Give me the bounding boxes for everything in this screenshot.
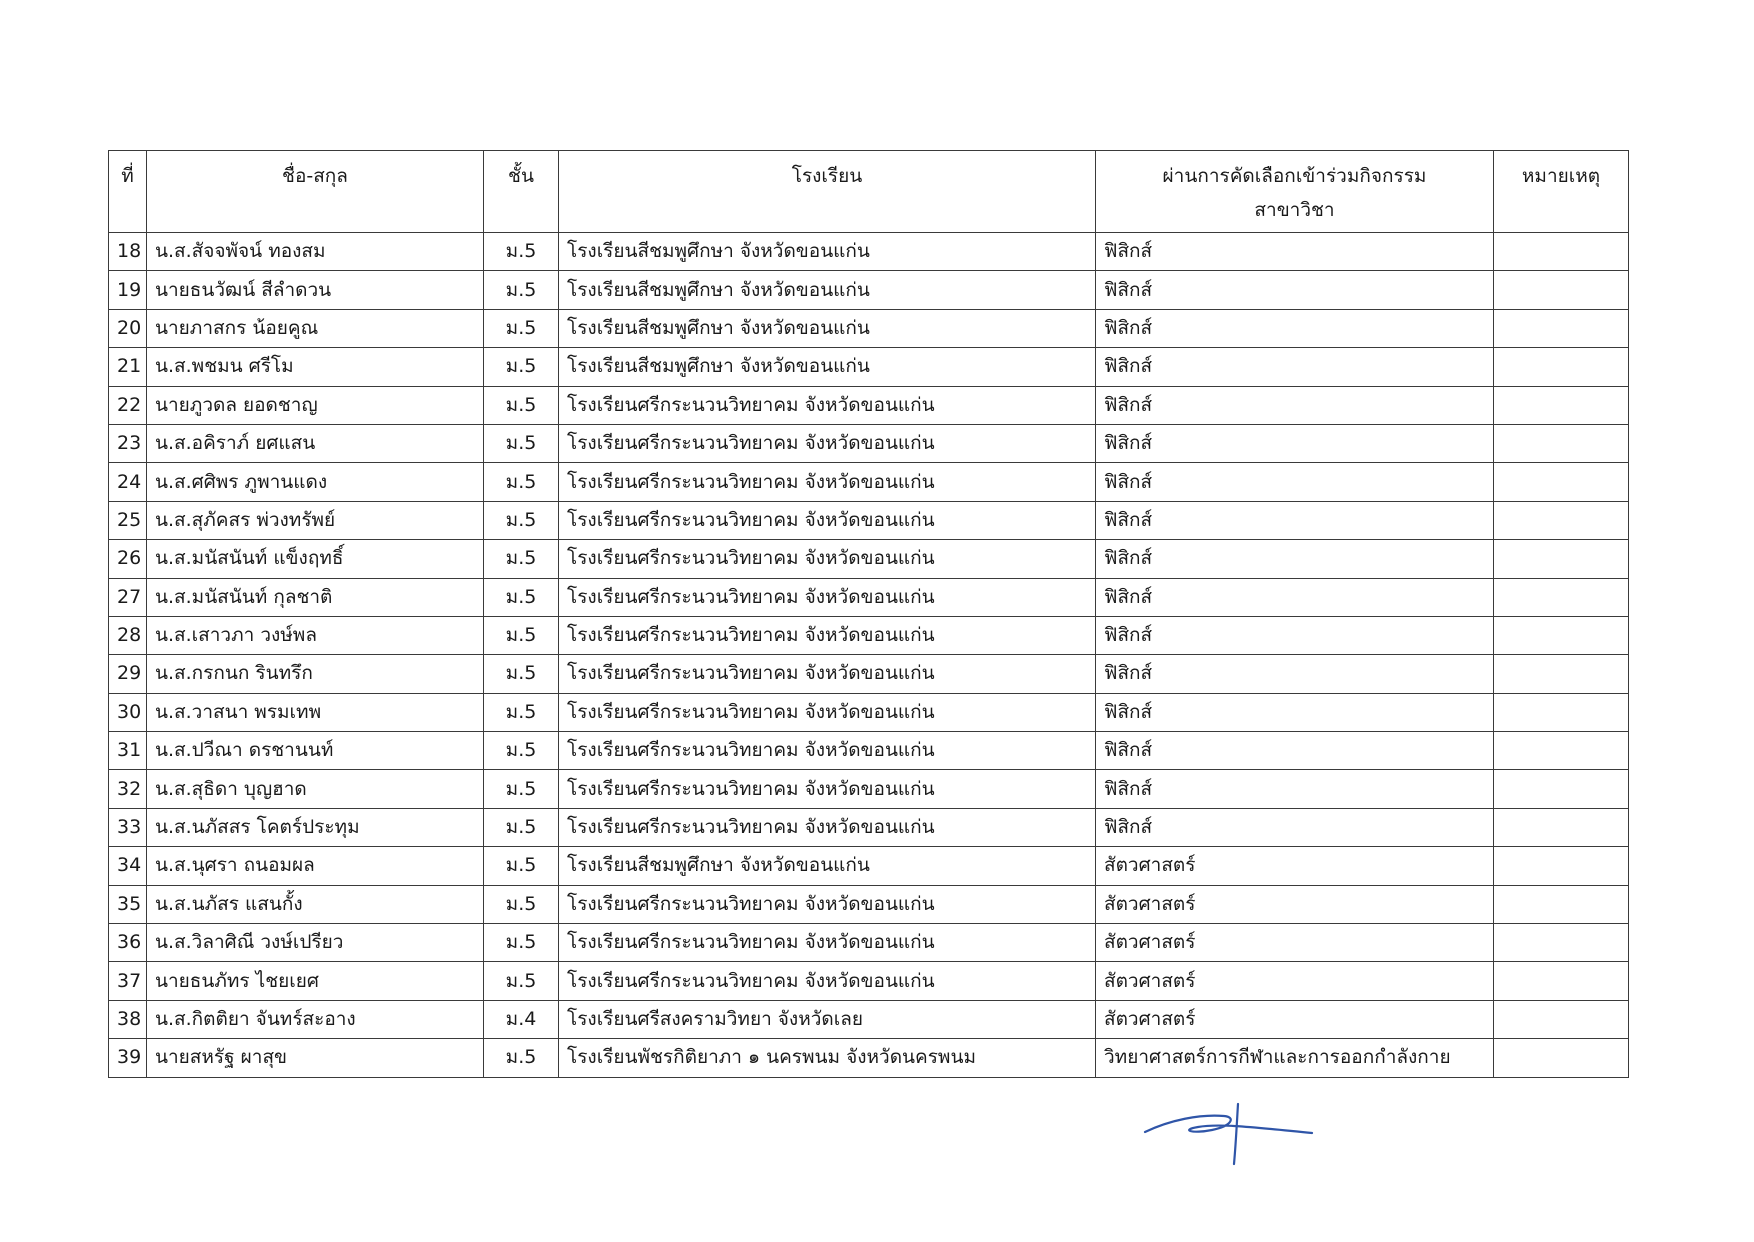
school-name-cell: โรงเรียนศรีสงครามวิทยา จังหวัดเลย: [559, 1000, 1096, 1038]
row-number-cell: 31: [109, 732, 147, 770]
row-number-cell: 32: [109, 770, 147, 808]
grade-level-cell: ม.5: [484, 924, 559, 962]
student-name-cell: นายธนวัฒน์ สีลำดวน: [147, 271, 484, 309]
school-name-cell: โรงเรียนสีชมพูศึกษา จังหวัดขอนแก่น: [559, 348, 1096, 386]
table-row: [109, 885, 1629, 923]
header-subject-line2: สาขาวิชา: [1254, 199, 1335, 221]
student-name-cell: น.ส.นภัสร แสนกั้ง: [147, 885, 484, 923]
student-name-cell: นายธนภัทร ไชยเยศ: [147, 962, 484, 1000]
row-number-cell: 34: [109, 847, 147, 885]
grade-level-cell: ม.5: [484, 233, 559, 271]
student-name-cell: น.ส.เสาวภา วงษ์พล: [147, 616, 484, 654]
selected-subject-cell: สัตวศาสตร์: [1096, 924, 1494, 962]
table-body: [109, 233, 1629, 1078]
table-row: [109, 578, 1629, 616]
grade-level-cell: ม.5: [484, 424, 559, 462]
table-row: [109, 501, 1629, 539]
remark-cell: [1494, 616, 1629, 654]
row-number-cell: 30: [109, 693, 147, 731]
grade-level-cell: ม.5: [484, 463, 559, 501]
table-row: [109, 309, 1629, 347]
selected-subject-cell: ฟิสิกส์: [1096, 540, 1494, 578]
remark-cell: [1494, 847, 1629, 885]
selected-subject-cell: สัตวศาสตร์: [1096, 885, 1494, 923]
student-name-cell: น.ส.ปวีณา ดรชานนท์: [147, 732, 484, 770]
school-name-cell: โรงเรียนศรีกระนวนวิทยาคม จังหวัดขอนแก่น: [559, 924, 1096, 962]
remark-cell: [1494, 424, 1629, 462]
table-row: [109, 693, 1629, 731]
student-name-cell: น.ส.วาสนา พรมเทพ: [147, 693, 484, 731]
grade-level-cell: ม.5: [484, 616, 559, 654]
row-number-cell: 38: [109, 1000, 147, 1038]
table-row: [109, 540, 1629, 578]
school-name-cell: โรงเรียนศรีกระนวนวิทยาคม จังหวัดขอนแก่น: [559, 732, 1096, 770]
school-name-cell: โรงเรียนพัชรกิติยาภา ๑ นครพนม จังหวัดนครพนม: [559, 1039, 1096, 1077]
remark-cell: [1494, 271, 1629, 309]
grade-level-cell: ม.5: [484, 1039, 559, 1077]
table-row: [109, 271, 1629, 309]
selected-subject-cell: ฟิสิกส์: [1096, 770, 1494, 808]
grade-level-cell: ม.5: [484, 808, 559, 846]
student-name-cell: น.ส.มนัสนันท์ กุลชาติ: [147, 578, 484, 616]
remark-cell: [1494, 962, 1629, 1000]
remark-cell: [1494, 808, 1629, 846]
row-number-cell: 37: [109, 962, 147, 1000]
table-row: [109, 386, 1629, 424]
header-subject-line1: ผ่านการคัดเลือกเข้าร่วมกิจกรรม: [1162, 165, 1427, 187]
student-roster-table: [108, 150, 1629, 1078]
row-number-cell: 36: [109, 924, 147, 962]
remark-cell: [1494, 348, 1629, 386]
grade-level-cell: ม.5: [484, 655, 559, 693]
selected-subject-cell: วิทยาศาสตร์การกีฬาและการออกกำลังกาย: [1096, 1039, 1494, 1077]
grade-level-cell: ม.5: [484, 501, 559, 539]
grade-level-cell: ม.5: [484, 309, 559, 347]
remark-cell: [1494, 885, 1629, 923]
remark-cell: [1494, 1000, 1629, 1038]
grade-level-cell: ม.5: [484, 271, 559, 309]
row-number-cell: 27: [109, 578, 147, 616]
remark-cell: [1494, 386, 1629, 424]
school-name-cell: โรงเรียนศรีกระนวนวิทยาคม จังหวัดขอนแก่น: [559, 540, 1096, 578]
signature: [1140, 1100, 1315, 1166]
table-row: [109, 847, 1629, 885]
remark-cell: [1494, 693, 1629, 731]
school-name-cell: โรงเรียนศรีกระนวนวิทยาคม จังหวัดขอนแก่น: [559, 693, 1096, 731]
table-row: [109, 962, 1629, 1000]
student-name-cell: น.ส.ศศิพร ภูพานแดง: [147, 463, 484, 501]
table-row: [109, 616, 1629, 654]
row-number-cell: 21: [109, 348, 147, 386]
remark-cell: [1494, 309, 1629, 347]
header-row: [109, 151, 1629, 233]
selected-subject-cell: ฟิสิกส์: [1096, 501, 1494, 539]
student-name-cell: น.ส.สุธิดา บุญฮาด: [147, 770, 484, 808]
grade-level-cell: ม.5: [484, 540, 559, 578]
header-name: ชื่อ-สกุล: [147, 151, 484, 233]
row-number-cell: 39: [109, 1039, 147, 1077]
table-row: [109, 924, 1629, 962]
student-name-cell: น.ส.มนัสนันท์ แข็งฤทธิ์: [147, 540, 484, 578]
selected-subject-cell: ฟิสิกส์: [1096, 808, 1494, 846]
student-name-cell: น.ส.พชมน ศรีโม: [147, 348, 484, 386]
grade-level-cell: ม.5: [484, 578, 559, 616]
grade-level-cell: ม.5: [484, 693, 559, 731]
selected-subject-cell: ฟิสิกส์: [1096, 655, 1494, 693]
grade-level-cell: ม.5: [484, 732, 559, 770]
student-name-cell: นายภาสกร น้อยคูณ: [147, 309, 484, 347]
school-name-cell: โรงเรียนศรีกระนวนวิทยาคม จังหวัดขอนแก่น: [559, 655, 1096, 693]
school-name-cell: โรงเรียนศรีกระนวนวิทยาคม จังหวัดขอนแก่น: [559, 501, 1096, 539]
selected-subject-cell: ฟิสิกส์: [1096, 463, 1494, 501]
table-row: [109, 770, 1629, 808]
remark-cell: [1494, 770, 1629, 808]
school-name-cell: โรงเรียนศรีกระนวนวิทยาคม จังหวัดขอนแก่น: [559, 386, 1096, 424]
selected-subject-cell: สัตวศาสตร์: [1096, 847, 1494, 885]
row-number-cell: 22: [109, 386, 147, 424]
row-number-cell: 33: [109, 808, 147, 846]
table-header: [109, 151, 1629, 233]
selected-subject-cell: ฟิสิกส์: [1096, 616, 1494, 654]
remark-cell: [1494, 463, 1629, 501]
selected-subject-cell: ฟิสิกส์: [1096, 233, 1494, 271]
row-number-cell: 23: [109, 424, 147, 462]
school-name-cell: โรงเรียนศรีกระนวนวิทยาคม จังหวัดขอนแก่น: [559, 885, 1096, 923]
student-name-cell: น.ส.สัจจพัจน์ ทองสม: [147, 233, 484, 271]
school-name-cell: โรงเรียนศรีกระนวนวิทยาคม จังหวัดขอนแก่น: [559, 424, 1096, 462]
school-name-cell: โรงเรียนศรีกระนวนวิทยาคม จังหวัดขอนแก่น: [559, 578, 1096, 616]
grade-level-cell: ม.5: [484, 386, 559, 424]
selected-subject-cell: ฟิสิกส์: [1096, 424, 1494, 462]
selected-subject-cell: ฟิสิกส์: [1096, 386, 1494, 424]
school-name-cell: โรงเรียนศรีกระนวนวิทยาคม จังหวัดขอนแก่น: [559, 808, 1096, 846]
grade-level-cell: ม.5: [484, 348, 559, 386]
selected-subject-cell: ฟิสิกส์: [1096, 348, 1494, 386]
row-number-cell: 28: [109, 616, 147, 654]
table-row: [109, 233, 1629, 271]
selected-subject-cell: สัตวศาสตร์: [1096, 1000, 1494, 1038]
remark-cell: [1494, 1039, 1629, 1077]
school-name-cell: โรงเรียนศรีกระนวนวิทยาคม จังหวัดขอนแก่น: [559, 616, 1096, 654]
remark-cell: [1494, 233, 1629, 271]
header-level: ชั้น: [484, 151, 559, 233]
table-row: [109, 1000, 1629, 1038]
school-name-cell: โรงเรียนสีชมพูศึกษา จังหวัดขอนแก่น: [559, 309, 1096, 347]
student-name-cell: นายภูวดล ยอดชาญ: [147, 386, 484, 424]
student-name-cell: น.ส.นุศรา ถนอมผล: [147, 847, 484, 885]
school-name-cell: โรงเรียนศรีกระนวนวิทยาคม จังหวัดขอนแก่น: [559, 463, 1096, 501]
school-name-cell: โรงเรียนสีชมพูศึกษา จังหวัดขอนแก่น: [559, 233, 1096, 271]
row-number-cell: 29: [109, 655, 147, 693]
table-row: [109, 732, 1629, 770]
student-name-cell: น.ส.กิตติยา จันทร์สะอาง: [147, 1000, 484, 1038]
remark-cell: [1494, 540, 1629, 578]
row-number-cell: 26: [109, 540, 147, 578]
table-row: [109, 424, 1629, 462]
row-number-cell: 24: [109, 463, 147, 501]
header-school: โรงเรียน: [559, 151, 1096, 233]
grade-level-cell: ม.5: [484, 962, 559, 1000]
table-row: [109, 808, 1629, 846]
student-name-cell: น.ส.สุภัคสร พ่วงทรัพย์: [147, 501, 484, 539]
table-row: [109, 655, 1629, 693]
table-row: [109, 348, 1629, 386]
selected-subject-cell: ฟิสิกส์: [1096, 309, 1494, 347]
remark-cell: [1494, 578, 1629, 616]
school-name-cell: โรงเรียนสีชมพูศึกษา จังหวัดขอนแก่น: [559, 847, 1096, 885]
remark-cell: [1494, 732, 1629, 770]
remark-cell: [1494, 655, 1629, 693]
row-number-cell: 35: [109, 885, 147, 923]
selected-subject-cell: ฟิสิกส์: [1096, 578, 1494, 616]
selected-subject-cell: ฟิสิกส์: [1096, 693, 1494, 731]
header-subject: [1096, 151, 1494, 233]
remark-cell: [1494, 501, 1629, 539]
table-row: [109, 463, 1629, 501]
school-name-cell: โรงเรียนศรีกระนวนวิทยาคม จังหวัดขอนแก่น: [559, 962, 1096, 1000]
grade-level-cell: ม.4: [484, 1000, 559, 1038]
row-number-cell: 19: [109, 271, 147, 309]
selected-subject-cell: ฟิสิกส์: [1096, 271, 1494, 309]
student-name-cell: น.ส.นภัสสร โคตร์ประทุม: [147, 808, 484, 846]
table-row: [109, 1039, 1629, 1077]
grade-level-cell: ม.5: [484, 885, 559, 923]
school-name-cell: โรงเรียนสีชมพูศึกษา จังหวัดขอนแก่น: [559, 271, 1096, 309]
school-name-cell: โรงเรียนศรีกระนวนวิทยาคม จังหวัดขอนแก่น: [559, 770, 1096, 808]
header-no: ที่: [109, 151, 147, 233]
grade-level-cell: ม.5: [484, 847, 559, 885]
remark-cell: [1494, 924, 1629, 962]
header-remark: หมายเหตุ: [1494, 151, 1629, 233]
grade-level-cell: ม.5: [484, 770, 559, 808]
student-name-cell: น.ส.วิลาศิณี วงษ์เปรียว: [147, 924, 484, 962]
row-number-cell: 25: [109, 501, 147, 539]
selected-subject-cell: ฟิสิกส์: [1096, 732, 1494, 770]
student-name-cell: น.ส.กรกนก รินทรึก: [147, 655, 484, 693]
student-name-cell: น.ส.อคิราภ์ ยศแสน: [147, 424, 484, 462]
student-name-cell: นายสหรัฐ ผาสุข: [147, 1039, 484, 1077]
row-number-cell: 18: [109, 233, 147, 271]
selected-subject-cell: สัตวศาสตร์: [1096, 962, 1494, 1000]
row-number-cell: 20: [109, 309, 147, 347]
